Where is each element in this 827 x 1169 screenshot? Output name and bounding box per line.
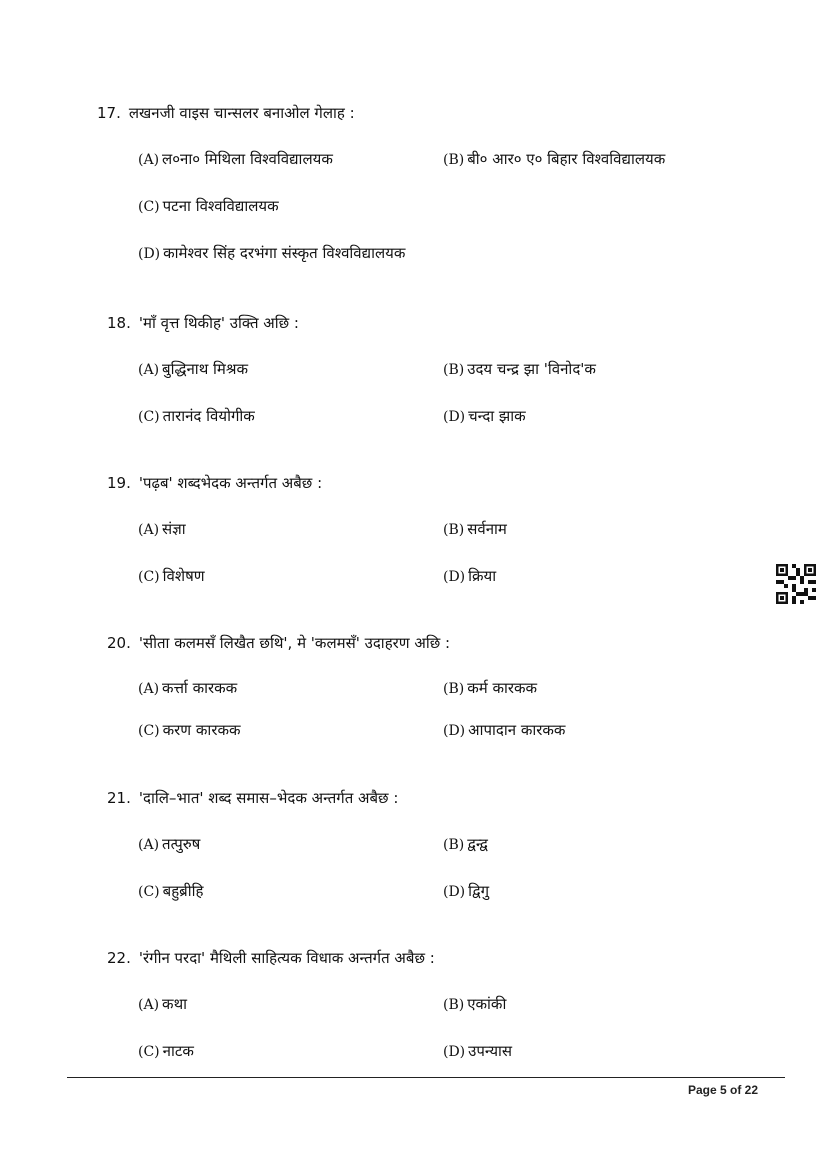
option-label: (D) xyxy=(443,409,466,425)
question-21 xyxy=(107,788,398,808)
option-label: (C) xyxy=(138,723,160,739)
option-text: उदय चन्द्र झा 'विनोद'क xyxy=(467,360,596,378)
option-text: ल०ना० मिथिला विश्वविद्यालयक xyxy=(162,150,333,168)
option-text: बी० आर० ए० बिहार विश्वविद्यालयक xyxy=(467,150,666,168)
option-label: (B) xyxy=(443,362,465,378)
question-17 xyxy=(97,103,355,123)
option-19-d[interactable] xyxy=(443,566,496,586)
option-label: (B) xyxy=(443,522,465,538)
option-text: बहुब्रीहि xyxy=(162,882,204,900)
question-text: 'रंगीन परदा' मैथिली साहित्यक विधाक अन्तर्गत अबैछ : xyxy=(138,949,435,967)
option-18-d[interactable] xyxy=(443,406,526,426)
option-label: (C) xyxy=(138,569,160,585)
question-number: 17. xyxy=(97,104,121,122)
option-label: (A) xyxy=(138,837,160,853)
question-text: 'सीता कलमसँ लिखैत छथि', मे 'कलमसँ' उदाहरण अछि : xyxy=(138,634,451,652)
option-17-a[interactable] xyxy=(138,149,333,169)
option-label: (C) xyxy=(138,884,160,900)
option-text: कामेश्वर सिंह दरभंगा संस्कृत विश्वविद्यालयक xyxy=(163,244,406,262)
footer-divider xyxy=(67,1077,785,1078)
option-21-d[interactable] xyxy=(443,881,489,901)
page-number: Page 5 of 22 xyxy=(687,1083,758,1097)
option-22-c[interactable] xyxy=(138,1041,194,1061)
option-21-b[interactable] xyxy=(443,834,488,854)
option-label: (C) xyxy=(138,1044,160,1060)
option-label: (D) xyxy=(443,884,466,900)
option-text: सर्वनाम xyxy=(467,520,507,538)
option-text: कर्म कारकक xyxy=(467,679,538,697)
option-text: संज्ञा xyxy=(162,520,186,538)
question-19 xyxy=(107,473,322,493)
question-number: 19. xyxy=(107,474,131,492)
option-text: द्विगु xyxy=(468,882,490,900)
question-text: लखनजी वाइस चान्सलर बनाओल गेलाह : xyxy=(128,104,355,122)
option-text: कर्त्ता कारकक xyxy=(162,679,238,697)
option-text: आपादान कारकक xyxy=(468,721,566,739)
option-label: (D) xyxy=(443,569,466,585)
option-19-b[interactable] xyxy=(443,519,507,539)
option-text: करण कारकक xyxy=(162,721,241,739)
question-20 xyxy=(107,633,450,653)
question-22 xyxy=(107,948,435,968)
option-text: तत्पुरुष xyxy=(162,835,201,853)
qr-code-icon xyxy=(776,564,816,604)
option-22-a[interactable] xyxy=(138,994,187,1014)
option-label: (D) xyxy=(138,246,161,262)
option-17-d[interactable] xyxy=(138,243,405,263)
option-label: (B) xyxy=(443,837,465,853)
option-label: (B) xyxy=(443,681,465,697)
option-text: उपन्यास xyxy=(468,1042,513,1060)
option-label: (D) xyxy=(443,723,466,739)
option-21-a[interactable] xyxy=(138,834,200,854)
option-18-a[interactable] xyxy=(138,359,248,379)
option-label: (C) xyxy=(138,409,160,425)
option-text: तारानंद वियोगीक xyxy=(162,407,255,425)
option-label: (B) xyxy=(443,152,465,168)
question-number: 22. xyxy=(107,949,131,967)
option-22-b[interactable] xyxy=(443,994,506,1014)
option-22-d[interactable] xyxy=(443,1041,512,1061)
option-label: (A) xyxy=(138,681,160,697)
question-number: 21. xyxy=(107,789,131,807)
question-number: 20. xyxy=(107,634,131,652)
option-17-b[interactable] xyxy=(443,149,665,169)
option-label: (A) xyxy=(138,362,160,378)
option-20-a[interactable] xyxy=(138,678,237,698)
option-label: (B) xyxy=(443,997,465,1013)
option-text: विशेषण xyxy=(162,567,205,585)
question-text: 'माँ वृत्त थिकीह' उक्ति अछि : xyxy=(138,314,299,332)
option-text: कथा xyxy=(162,995,188,1013)
option-20-c[interactable] xyxy=(138,720,241,740)
question-18 xyxy=(107,313,299,333)
option-20-b[interactable] xyxy=(443,678,537,698)
option-text: पटना विश्वविद्यालयक xyxy=(162,197,279,215)
option-label: (A) xyxy=(138,152,160,168)
option-text: चन्दा झाक xyxy=(468,407,526,425)
option-20-d[interactable] xyxy=(443,720,565,740)
question-text: 'पढ़ब' शब्दभेदक अन्तर्गत अबैछ : xyxy=(138,474,323,492)
option-label: (C) xyxy=(138,199,160,215)
option-text: द्वन्द्व xyxy=(467,835,488,853)
option-label: (D) xyxy=(443,1044,466,1060)
option-18-b[interactable] xyxy=(443,359,596,379)
option-text: क्रिया xyxy=(468,567,497,585)
option-18-c[interactable] xyxy=(138,406,255,426)
option-21-c[interactable] xyxy=(138,881,203,901)
question-text: 'दालि–भात' शब्द समास–भेदक अन्तर्गत अबैछ : xyxy=(138,789,399,807)
option-text: एकांकी xyxy=(467,995,507,1013)
option-label: (A) xyxy=(138,997,160,1013)
option-19-a[interactable] xyxy=(138,519,186,539)
question-number: 18. xyxy=(107,314,131,332)
option-text: बुद्धिनाथ मिश्रक xyxy=(162,360,249,378)
option-label: (A) xyxy=(138,522,160,538)
option-19-c[interactable] xyxy=(138,566,205,586)
option-17-c[interactable] xyxy=(138,196,279,216)
option-text: नाटक xyxy=(162,1042,194,1060)
